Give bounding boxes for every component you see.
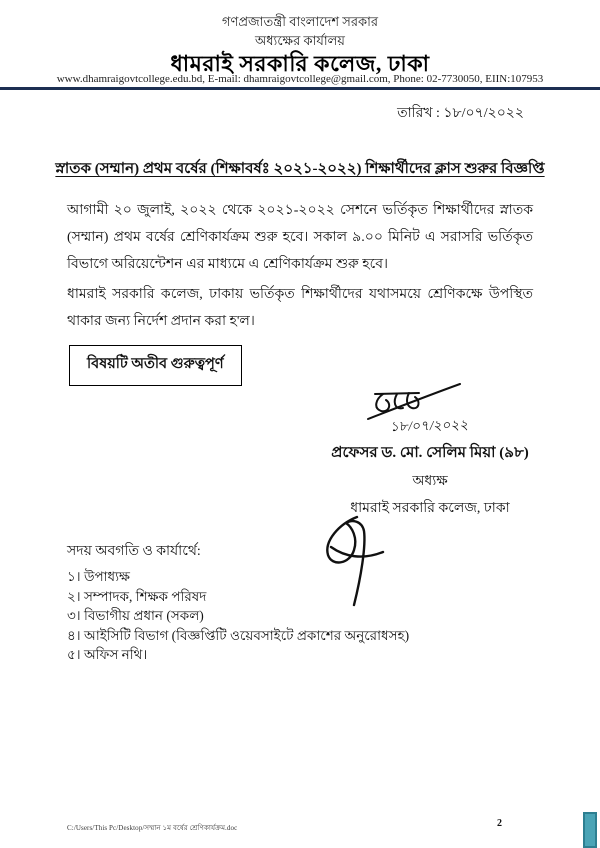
signatory-organization: ধামরাই সরকারি কলেজ, ঢাকা xyxy=(350,501,510,516)
distribution-item: ২। সম্পাদক, শিক্ষক পরিষদ xyxy=(67,588,207,604)
signature-block xyxy=(298,415,562,520)
notice-paragraph-1: আগামী ২০ জুলাই, ২০২২ থেকে ২০২১-২০২২ সেশনে ভর্তিকৃত শিক্ষার্থীদের স্নাতক (সম্মান) প্রথম বর্ষের শ্রেণিকার্যক্রম শুরু হবে। সকাল ৯.০০ মিনিট এ সরাসরি ভর্তিকৃত বিভাগে অরিয়েন্টেশন এর মাধ্যমে এ শ্রেণিকার্যক্রম শুরু হবে। xyxy=(67,203,533,272)
distribution-item: ৪। আইসিটি বিভাগ (বিজ্ঞপ্তিটি ওয়েবসাইটে প্রকাশের অনুরোধসহ) xyxy=(67,627,410,643)
notice-title: স্নাতক (সম্মান) প্রথম বর্ষের (শিক্ষাবর্ষঃ ২০২১-২০২২) শিক্ষার্থীদের ক্লাস শুরুর বিজ্ঞপ্তি xyxy=(55,161,545,177)
scroll-indicator[interactable] xyxy=(583,812,597,848)
college-name: ধামরাই সরকারি কলেজ, ঢাকা xyxy=(170,51,430,76)
signatory-designation: অধ্যক্ষ xyxy=(412,474,448,489)
header-contact-line: www.dhamraigovtcollege.edu.bd, E-mail: dhamraigovtcollege@gmail.com, Phone: 02-7730050, EIIN:107953 xyxy=(56,73,544,85)
notice-paragraph-2: ধামরাই সরকারি কলেজ, ঢাকায় ভর্তিকৃত শিক্ষার্থীদের যথাসময়ে শ্রেণিকক্ষে উপস্থিত থাকার জন্য নির্দেশ প্রদান করা হ'ল। xyxy=(67,287,533,329)
signed-date: ১৮/০৭/২০২২ xyxy=(390,416,470,435)
header-double-rule xyxy=(0,87,600,90)
signatory-name: প্রফেসর ড. মো. সেলিম মিয়া (৯৮) xyxy=(331,445,529,461)
important-note-text: বিষয়টি অতীব গুরুত্বপূর্ণ xyxy=(87,356,224,372)
page-number: 2 xyxy=(497,818,502,829)
important-note-box xyxy=(69,345,242,386)
distribution-item: ৫। অফিস নথি। xyxy=(67,647,148,662)
distribution-item: ৩। বিভাগীয় প্রধান (সকল) xyxy=(67,608,204,623)
distribution-list xyxy=(67,567,487,665)
footer-file-path: C:/Users/This Pc/Desktop/সম্মান ১ম বর্ষের শ্রেণিকার্যক্রম.doc xyxy=(67,824,238,832)
date-line: তারিখ : ১৮/০৭/২০২২ xyxy=(397,106,524,121)
distribution-heading: সদয় অবগতি ও কার্যার্থে: xyxy=(67,544,201,559)
header-office-line: অধ্যক্ষের কার্যালয় xyxy=(255,33,345,48)
header-govt-line: গণপ্রজাতন্ত্রী বাংলাদেশ সরকার xyxy=(221,14,379,29)
distribution-item: ১। উপাধ্যক্ষ xyxy=(67,569,130,584)
